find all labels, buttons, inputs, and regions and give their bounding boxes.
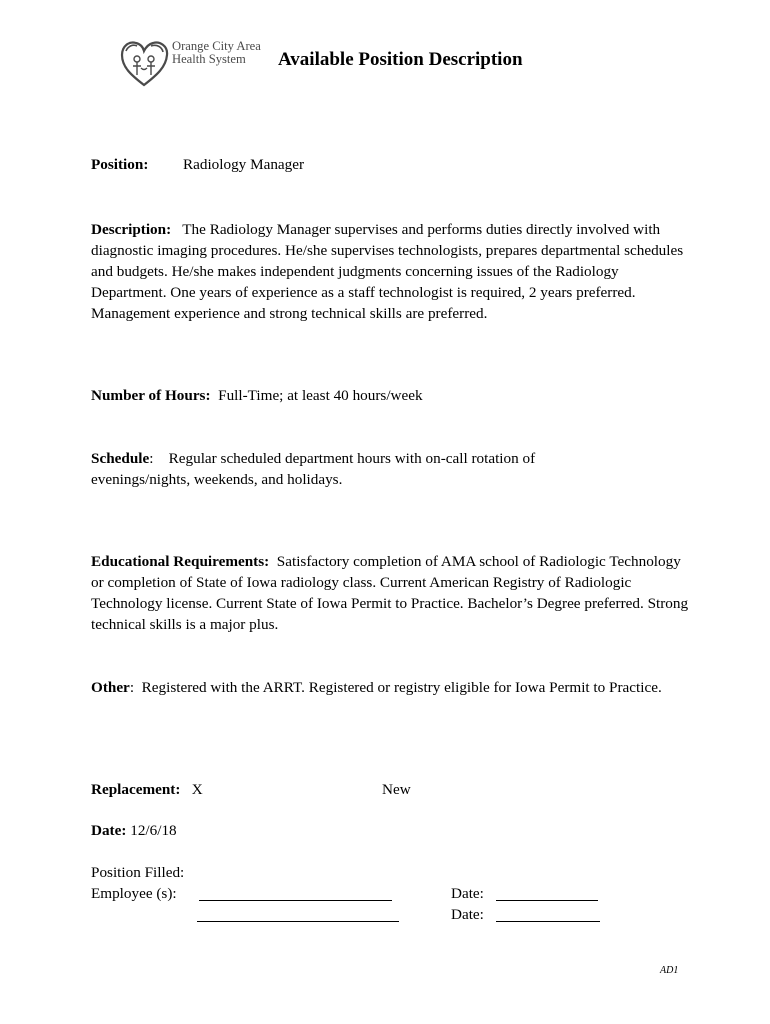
education-text: Satisfactory completion of AMA school of Radiologic Technology or completion of State of Iowa radiology class. Current American Registry of Radiologic Technology license. Current State of Iowa Permit to Practice. Bachelor’s Degree preferred. Strong technical skills is a major plus.	[91, 553, 689, 633]
heart-figure-logo-icon	[117, 37, 173, 89]
schedule-label: Schedule	[91, 450, 150, 467]
date-label: Date:	[91, 822, 127, 839]
date-section	[91, 822, 177, 840]
filled-date-line-2[interactable]	[496, 907, 600, 927]
other-section: Other: Registered with the ARRT. Registered or registry eligible for Iowa Permit to Practice.	[91, 679, 662, 696]
position-label: Position:	[91, 156, 149, 173]
organization-name-line2: Health System	[172, 52, 246, 66]
replacement-value: X	[191, 781, 203, 798]
other-text: Registered with the ARRT. Registered or registry eligible for Iowa Permit to Practice.	[141, 679, 662, 696]
position-section	[91, 156, 148, 174]
filled-date-row-1	[451, 885, 484, 903]
replacement-label: Replacement:	[91, 781, 181, 798]
hours-label: Number of Hours:	[91, 387, 211, 404]
filled-date-label-1: Date:	[451, 885, 484, 902]
description-section	[91, 219, 689, 324]
hours-value: Full-Time; at least 40 hours/week	[218, 387, 423, 404]
replacement-new-label: New	[382, 781, 411, 798]
position-filled-label: Position Filled:	[91, 864, 185, 881]
date-value: 12/6/18	[130, 822, 177, 839]
hours-section	[91, 385, 689, 406]
description-text: The Radiology Manager supervises and performs duties directly involved with diagnostic imaging procedures. He/she supervises technologists, prepares departmental schedules and budgets. He/she makes independent judgments concerning issues of the Radiology Department. One years of experience as a staff technologist is required, 2 years preferred. Management experience and strong technical skills are preferred.	[91, 221, 684, 322]
form-code: AD1	[660, 965, 679, 976]
filled-date-line-1[interactable]	[496, 886, 598, 906]
other-label: Other	[91, 679, 130, 696]
description-label: Description:	[91, 221, 172, 238]
document-title: Available Position Description	[278, 49, 523, 70]
organization-name	[172, 40, 261, 66]
education-section	[91, 551, 689, 635]
employee-signature-line-1[interactable]	[199, 886, 392, 906]
schedule-section: Schedule: Regular scheduled department hours with on-call rotation of evenings/nights, weekends, and holidays.	[91, 450, 536, 488]
organization-name-line1: Orange City Area	[172, 39, 261, 53]
employee-row-1	[91, 885, 177, 903]
schedule-text: Regular scheduled department hours with on-call rotation of evenings/nights, weekends, and holidays.	[91, 450, 536, 488]
replacement-section	[91, 781, 203, 799]
filled-date-label-2: Date:	[451, 906, 484, 923]
position-value: Radiology Manager	[183, 156, 305, 173]
employee-signature-line-2[interactable]	[197, 907, 399, 927]
filled-date-row-2	[451, 906, 484, 924]
education-label: Educational Requirements:	[91, 553, 270, 570]
employee-label: Employee (s):	[91, 885, 177, 902]
